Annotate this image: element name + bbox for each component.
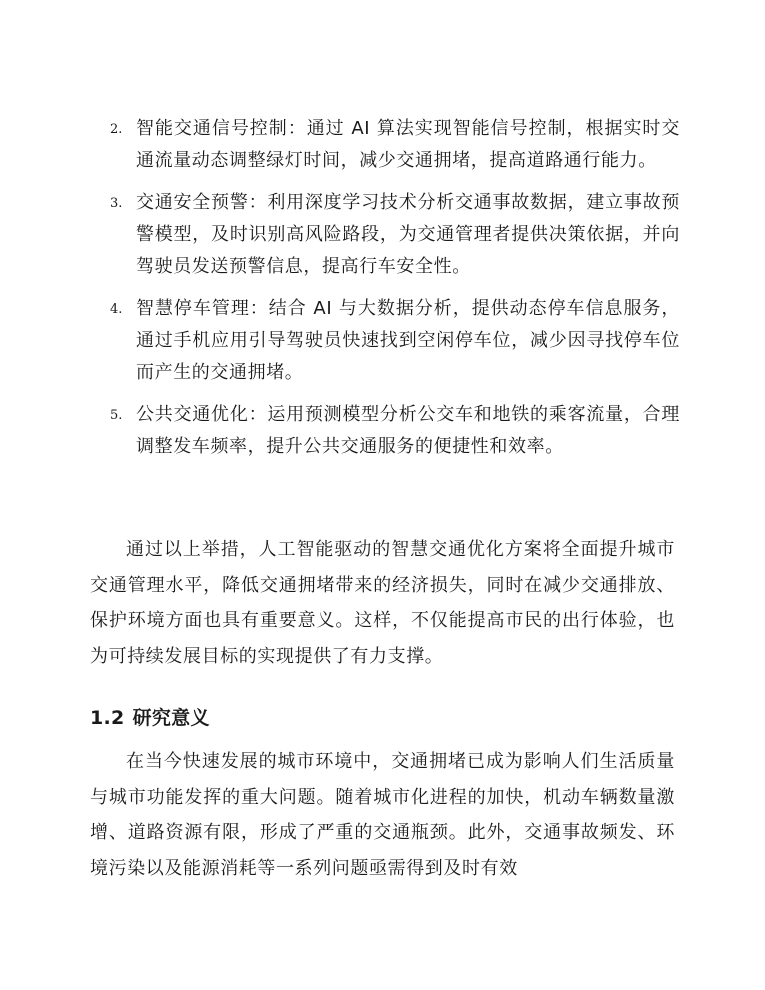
list-item [110,113,680,177]
list-item-text: 交通安全预警：利用深度学习技术分析交通事故数据，建立事故预警模型，及时识别高风险路段，为交通管理者提供决策依据，并向驾驶员发送预警信息，提高行车安全性。 [136,192,680,277]
measures-list [110,113,680,473]
list-item-number: 4. [110,302,123,317]
section-number: 1.2 [90,707,125,729]
list-item [110,399,680,463]
list-item-number: 2. [110,122,123,137]
list-item-text: 公共交通优化：运用预测模型分析公交车和地铁的乘客流量，合理调整发车频率，提升公共交通服务的便捷性和效率。 [136,404,680,457]
list-item-text: 智能交通信号控制：通过 AI 算法实现智能信号控制，根据实时交通流量动态调整绿灯时间，减少交通拥堵，提高道路通行能力。 [136,118,680,171]
section-paragraph: 在当今快速发展的城市环境中，交通拥堵已成为影响人们生活质量与城市功能发挥的重大问题。随着城市化进程的加快，机动车辆数量激增、道路资源有限，形成了严重的交通瓶颈。此外，交通事故频发、环境污染以及能源消耗等一系列问题亟需得到及时有效 [90,751,675,879]
section-title: 研究意义 [132,707,210,729]
list-item-number: 5. [110,408,123,423]
summary-paragraph: 通过以上举措，人工智能驱动的智慧交通优化方案将全面提升城市交通管理水平，降低交通拥堵带来的经济损失，同时在减少交通排放、保护环境方面也具有重要意义。这样，不仅能提高市民的出行体验，也为可持续发展目标的实现提供了有力支撑。 [90,539,675,667]
section-heading [90,702,210,734]
list-item [110,187,680,283]
list-item-text: 智慧停车管理：结合 AI 与大数据分析，提供动态停车信息服务，通过手机应用引导驾驶员快速找到空闲停车位，减少因寻找停车位而产生的交通拥堵。 [136,298,680,383]
list-item-number: 3. [110,196,123,211]
list-item [110,293,680,389]
